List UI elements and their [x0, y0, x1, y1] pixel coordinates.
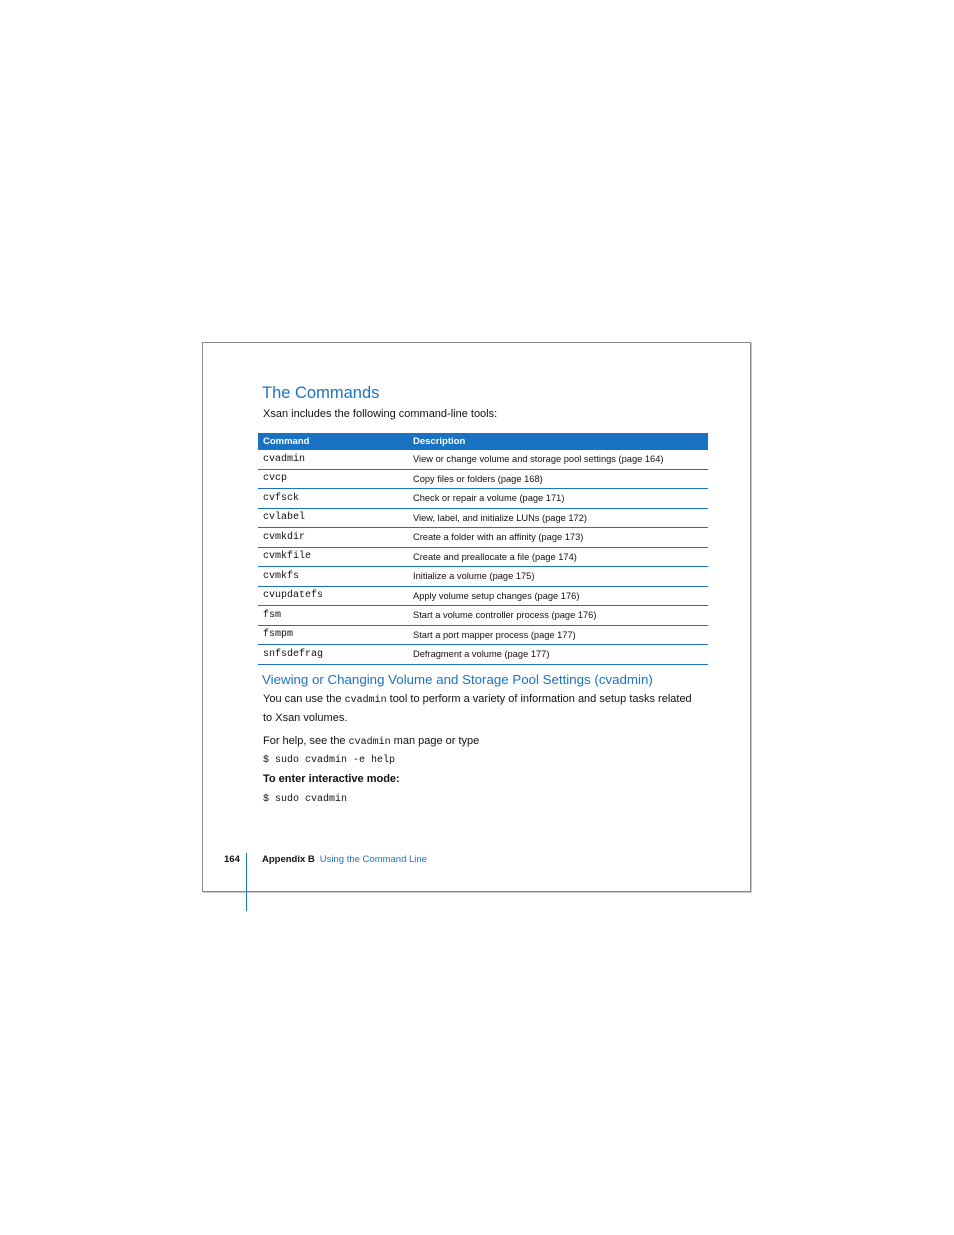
table-row — [258, 508, 708, 528]
section-intro: Xsan includes the following command-line tools: — [263, 408, 498, 420]
code-line-help: $ sudo cvadmin -e help — [263, 755, 396, 766]
page-number: 164 — [224, 854, 240, 865]
command-cell: fsm — [258, 606, 408, 626]
footer-appendix: Appendix B — [262, 854, 315, 865]
description-cell: Create a folder with an affinity (page 173) — [408, 528, 708, 548]
inline-code: cvadmin — [344, 695, 387, 706]
description-cell: View, label, and initialize LUNs (page 172) — [408, 508, 708, 528]
header-command: Command — [258, 433, 408, 450]
command-cell: cvmkfile — [258, 547, 408, 567]
description-cell: Copy files or folders (page 168) — [408, 469, 708, 489]
table-row — [258, 450, 708, 469]
description-cell: Start a port mapper process (page 177) — [408, 625, 708, 645]
page-content — [262, 380, 709, 805]
command-cell: cvmkfs — [258, 567, 408, 587]
subsection-title: Viewing or Changing Volume and Storage Pool Settings (cvadmin) — [262, 672, 653, 687]
description-cell: Check or repair a volume (page 171) — [408, 489, 708, 509]
table-row — [258, 547, 708, 567]
description-cell: Apply volume setup changes (page 176) — [408, 586, 708, 606]
footer-divider — [246, 853, 247, 911]
paragraph-text: tool to perform a variety of information and setup tasks related to Xsan volumes. — [263, 693, 692, 724]
code-line-interactive: $ sudo cvadmin — [263, 794, 348, 805]
description-cell: Initialize a volume (page 175) — [408, 567, 708, 587]
paragraph-text: You can use the — [263, 693, 345, 705]
table-row — [258, 586, 708, 606]
table-row — [258, 645, 708, 665]
table-row — [258, 606, 708, 626]
command-cell: snfsdefrag — [258, 645, 408, 665]
interactive-mode-label: To enter interactive mode: — [263, 773, 400, 785]
table-row — [258, 625, 708, 645]
section-title: The Commands — [262, 384, 380, 402]
command-cell: fsmpm — [258, 625, 408, 645]
description-cell: Create and preallocate a file (page 174) — [408, 547, 708, 567]
description-cell: Defragment a volume (page 177) — [408, 645, 708, 665]
header-description: Description — [408, 433, 708, 450]
table-row — [258, 469, 708, 489]
description-cell: Start a volume controller process (page 176) — [408, 606, 708, 626]
command-cell: cvlabel — [258, 508, 408, 528]
command-cell: cvupdatefs — [258, 586, 408, 606]
table-row — [258, 567, 708, 587]
paragraph-text: man page or type — [390, 735, 480, 747]
inline-code: cvadmin — [348, 737, 391, 748]
command-cell: cvfsck — [258, 489, 408, 509]
table-header-row — [258, 433, 708, 450]
table-row — [258, 489, 708, 509]
table-row — [258, 528, 708, 548]
subsection-paragraph-2 — [263, 733, 693, 752]
command-cell: cvmkdir — [258, 528, 408, 548]
command-cell: cvcp — [258, 469, 408, 489]
footer-running-head — [262, 854, 427, 865]
footer-chapter-link[interactable]: Using the Command Line — [319, 854, 427, 865]
command-cell: cvadmin — [258, 450, 408, 469]
commands-table — [258, 433, 708, 665]
description-cell: View or change volume and storage pool settings (page 164) — [408, 450, 708, 469]
paragraph-text: For help, see the — [263, 735, 349, 747]
subsection-paragraph-1 — [263, 691, 693, 726]
